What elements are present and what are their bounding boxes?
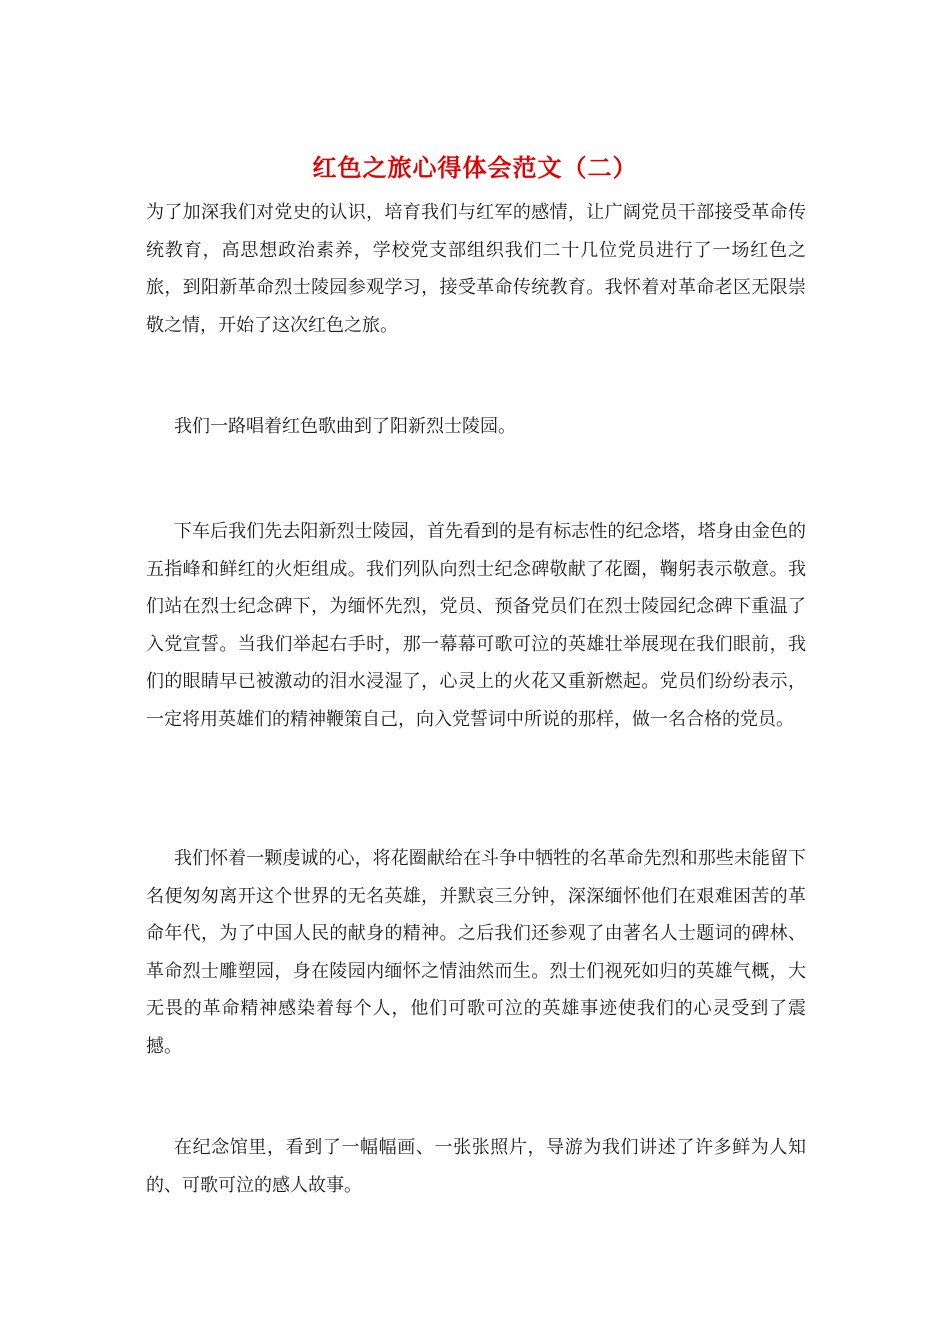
- paragraph-intro: 为了加深我们对党史的认识，培育我们与红军的感情，让广阔党员干部接受革命传统教育，高思想政治素养，学校党支部组织我们二十几位党员进行了一场红色之旅，到阳新革命烈士陵园参观学习，接受革命传统教育。我怀着对革命老区无限崇敬之情，开始了这次红色之旅。: [146, 202, 806, 336]
- paragraph-memorial-hall: 在纪念馆里，看到了一幅幅画、一张张照片，导游为我们讲述了许多鲜为人知的、可歌可泣的感人故事。: [146, 1137, 806, 1196]
- paragraph-singing: 我们一路唱着红色歌曲到了阳新烈士陵园。: [174, 416, 516, 437]
- document-title: 红色之旅心得体会范文（二）: [312, 153, 638, 182]
- paragraph-memorial-tower: 下车后我们先去阳新烈士陵园，首先看到的是有标志性的纪念塔，塔身由金色的五指峰和鲜红的火炬组成。我们列队向烈士纪念碑敬献了花圈，鞠躬表示敬意。我们站在烈士纪念碑下，为缅怀先烈，党员、预备党员们在烈士陵园纪念碑下重温了入党宣誓。当我们举起右手时，那一幕幕可歌可泣的英雄壮举展现在我们眼前，我们的眼睛早已被激动的泪水浸湿了，心灵上的火花又重新燃起。党员们纷纷表示，一定将用英雄们的精神鞭策自己，向入党誓词中所说的那样，做一名合格的党员。: [146, 521, 806, 730]
- paragraph-wreath-tribute: 我们怀着一颗虔诚的心，将花圈献给在斗争中牺牲的名革命先烈和那些未能留下名便匆匆离开这个世界的无名英雄，并默哀三分钟，深深缅怀他们在艰难困苦的革命年代，为了中国人民的献身的精神。之后我们还参观了由著名人士题词的碑林、革命烈士雕塑园，身在陵园内缅怀之情油然而生。烈士们视死如归的英雄气概，大无畏的革命精神感染着每个人，他们可歌可泣的英雄事迹使我们的心灵受到了震撼。: [146, 848, 806, 1057]
